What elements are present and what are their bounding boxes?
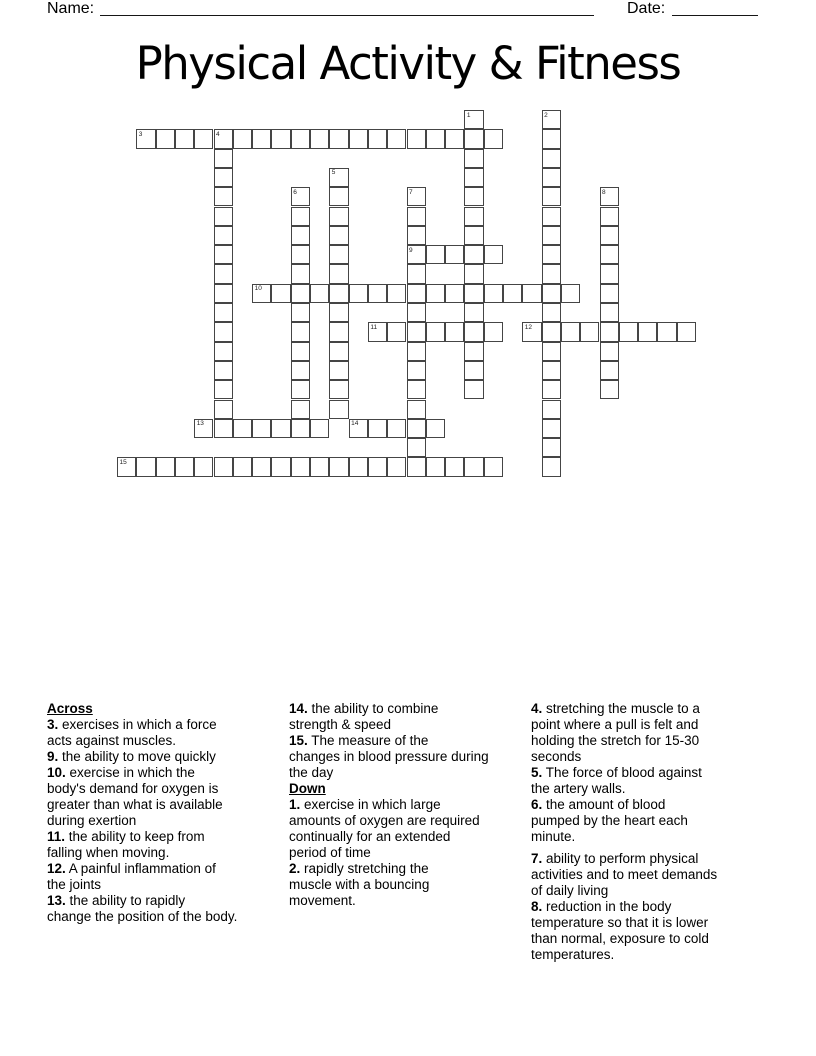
crossword-cell[interactable] <box>291 400 310 419</box>
cell-number: 7 <box>409 188 413 196</box>
clue-number: 6. <box>531 797 543 812</box>
crossword-cell[interactable] <box>291 419 310 438</box>
crossword-cell[interactable] <box>156 129 175 148</box>
crossword-cell[interactable] <box>407 226 426 245</box>
crossword-cell[interactable] <box>214 457 233 476</box>
crossword-cell[interactable] <box>445 245 464 264</box>
clue-text-line: the day <box>289 765 334 780</box>
name-label: Name: <box>47 0 95 17</box>
crossword-cell[interactable] <box>329 400 348 419</box>
cell-number: 4 <box>216 130 220 138</box>
crossword-cell[interactable] <box>542 149 561 168</box>
crossword-cell[interactable] <box>310 419 329 438</box>
crossword-cell[interactable] <box>464 264 483 283</box>
crossword-cell[interactable] <box>407 303 426 322</box>
clue-item-15: 15. The measure of the changes in blood pressure during the day <box>289 733 523 781</box>
crossword-cell[interactable] <box>214 380 233 399</box>
clue-text-line: continually for an extended <box>289 829 451 844</box>
clue-text-line: minute. <box>531 829 576 844</box>
crossword-cell[interactable] <box>329 284 348 303</box>
cell-number: 6 <box>293 188 297 196</box>
clue-item-9: 9. the ability to move quickly <box>47 749 216 764</box>
crossword-cell[interactable] <box>445 284 464 303</box>
crossword-cell[interactable] <box>329 457 348 476</box>
clue-text-line: temperature so that it is lower <box>531 915 709 930</box>
crossword-cell[interactable] <box>291 187 310 206</box>
crossword-cell[interactable] <box>464 303 483 322</box>
crossword-cell[interactable] <box>542 168 561 187</box>
cell-number: 13 <box>196 420 204 428</box>
crossword-cell[interactable] <box>542 438 561 457</box>
crossword-cell[interactable] <box>252 457 271 476</box>
clue-text-line: greater than what is available <box>47 797 223 812</box>
crossword-cell[interactable] <box>407 245 426 264</box>
crossword-cell[interactable] <box>484 322 503 341</box>
crossword-cell[interactable] <box>349 129 368 148</box>
crossword-cell[interactable] <box>542 187 561 206</box>
crossword-cell[interactable] <box>214 187 233 206</box>
crossword-cell[interactable] <box>600 187 619 206</box>
crossword-cell[interactable] <box>407 187 426 206</box>
crossword-cell[interactable] <box>464 342 483 361</box>
crossword-cell[interactable] <box>368 129 387 148</box>
crossword-cell[interactable] <box>542 226 561 245</box>
crossword-cell[interactable] <box>484 129 503 148</box>
clue-text-line: of daily living <box>531 883 609 898</box>
crossword-cell[interactable] <box>464 361 483 380</box>
crossword-cell[interactable] <box>349 419 368 438</box>
crossword-cell[interactable] <box>233 129 252 148</box>
crossword-cell[interactable] <box>233 419 252 438</box>
clue-number: 11. <box>47 829 66 844</box>
crossword-cell[interactable] <box>407 207 426 226</box>
crossword-cell[interactable] <box>214 361 233 380</box>
crossword-cell[interactable] <box>136 457 155 476</box>
clue-text-line: movement. <box>289 893 356 908</box>
clue-text-line: body's demand for oxygen is <box>47 781 219 796</box>
crossword-cell[interactable] <box>214 168 233 187</box>
crossword-cell[interactable] <box>194 419 213 438</box>
crossword-cell[interactable] <box>426 322 445 341</box>
crossword-cell[interactable] <box>368 457 387 476</box>
crossword-cell[interactable] <box>464 322 483 341</box>
crossword-cell[interactable] <box>329 303 348 322</box>
crossword-cell[interactable] <box>214 264 233 283</box>
crossword-cell[interactable] <box>291 207 310 226</box>
clue-number: 3. <box>47 717 59 732</box>
crossword-cell[interactable] <box>291 129 310 148</box>
crossword-cell[interactable] <box>580 322 599 341</box>
crossword-cell[interactable] <box>117 457 136 476</box>
crossword-cell[interactable] <box>233 457 252 476</box>
crossword-cell[interactable] <box>464 226 483 245</box>
cell-number: 1 <box>466 111 471 119</box>
clue-text-line: pumped by the heart each <box>531 813 688 828</box>
clue-text-line: acts against muscles. <box>47 733 177 748</box>
crossword-cell[interactable] <box>445 457 464 476</box>
crossword-cell[interactable] <box>310 129 329 148</box>
clue-item-7: 7. ability to perform physical activities and to meet demands of daily living <box>531 851 762 899</box>
crossword-cell[interactable] <box>484 284 503 303</box>
crossword-cell[interactable] <box>329 226 348 245</box>
date-label: Date: <box>627 0 666 17</box>
crossword-cell[interactable] <box>214 400 233 419</box>
crossword-cell[interactable] <box>542 342 561 361</box>
crossword-cell[interactable] <box>464 245 483 264</box>
crossword-cell[interactable] <box>464 207 483 226</box>
crossword-cell[interactable] <box>600 361 619 380</box>
crossword-cell[interactable] <box>387 284 406 303</box>
crossword-cell[interactable] <box>329 245 348 264</box>
crossword-cell[interactable] <box>194 457 213 476</box>
clue-column-2 <box>289 701 531 963</box>
crossword-cell[interactable] <box>542 380 561 399</box>
crossword-cell[interactable] <box>464 129 483 148</box>
crossword-cell[interactable] <box>349 457 368 476</box>
crossword-cell[interactable] <box>291 380 310 399</box>
clue-text-line: holding the stretch for 15-30 <box>531 733 700 748</box>
clue-item-8: 8. reduction in the body temperature so that it is lower than normal, exposure to cold temperatures. <box>531 899 762 963</box>
clue-text-line: temperatures. <box>531 947 615 962</box>
crossword-cell[interactable] <box>619 322 638 341</box>
crossword-cell[interactable] <box>407 342 426 361</box>
clue-number: 7. <box>531 851 543 866</box>
clue-text-line: point where a pull is felt and <box>531 717 699 732</box>
crossword-cell[interactable] <box>407 361 426 380</box>
clue-item-14: 14. the ability to combine strength & speed <box>289 701 523 733</box>
crossword-cell[interactable] <box>464 380 483 399</box>
cell-number: 3 <box>138 130 143 138</box>
crossword-cell[interactable] <box>600 342 619 361</box>
name-blank-line[interactable] <box>100 15 594 16</box>
crossword-cell[interactable] <box>214 149 233 168</box>
crossword-cell[interactable] <box>407 419 426 438</box>
clue-item-5: 5. The force of blood against the artery walls. <box>531 765 762 797</box>
crossword-cell[interactable] <box>464 168 483 187</box>
cell-number: 8 <box>602 188 606 196</box>
clue-item-3: 3. exercises in which a force acts against muscles. <box>47 717 281 749</box>
clue-text-line: the artery walls. <box>531 781 626 796</box>
crossword-cell[interactable] <box>387 419 406 438</box>
crossword-cell[interactable] <box>291 361 310 380</box>
crossword-cell[interactable] <box>522 284 541 303</box>
crossword-cell[interactable] <box>271 419 290 438</box>
cell-number: 11 <box>370 323 378 331</box>
crossword-cell[interactable] <box>214 322 233 341</box>
crossword-grid <box>117 110 697 477</box>
crossword-cell[interactable] <box>329 342 348 361</box>
clue-text-line: amounts of oxygen are required <box>289 813 480 828</box>
clue-number: 14. <box>289 701 308 716</box>
crossword-cell[interactable] <box>291 303 310 322</box>
crossword-cell[interactable] <box>291 264 310 283</box>
crossword-cell[interactable] <box>426 284 445 303</box>
crossword-cell[interactable] <box>600 264 619 283</box>
crossword-cell[interactable] <box>542 284 561 303</box>
clue-item-12: 12. A painful inflammation of the joints <box>47 861 281 893</box>
clue-number: 9. <box>47 749 59 764</box>
crossword-cell[interactable] <box>271 457 290 476</box>
crossword-cell[interactable] <box>445 129 464 148</box>
crossword-cell[interactable] <box>407 284 426 303</box>
crossword-cell[interactable] <box>175 129 194 148</box>
crossword-cell[interactable] <box>136 129 155 148</box>
crossword-cell[interactable] <box>214 207 233 226</box>
clue-number: 13. <box>47 893 66 908</box>
crossword-cell[interactable] <box>214 303 233 322</box>
crossword-cell[interactable] <box>561 322 580 341</box>
clue-text-line: muscle with a bouncing <box>289 877 430 892</box>
crossword-cell[interactable] <box>252 419 271 438</box>
crossword-cell[interactable] <box>407 264 426 283</box>
clue-number: 10. <box>47 765 66 780</box>
crossword-cell[interactable] <box>522 322 541 341</box>
clue-item-1: 1. exercise in which large amounts of oxygen are required continually for an extended period of time <box>289 797 523 861</box>
crossword-cell[interactable] <box>156 457 175 476</box>
crossword-cell[interactable] <box>600 322 619 341</box>
clue-text-line: activities and to meet demands <box>531 867 718 882</box>
cell-number: 5 <box>331 169 336 177</box>
crossword-cell[interactable] <box>542 129 561 148</box>
crossword-cell[interactable] <box>214 284 233 303</box>
crossword-cell[interactable] <box>368 322 387 341</box>
clue-column-1 <box>47 701 289 963</box>
crossword-cell[interactable] <box>561 284 580 303</box>
crossword-cell[interactable] <box>600 303 619 322</box>
clue-list <box>47 701 770 963</box>
crossword-cell[interactable] <box>445 322 464 341</box>
clue-number: 2. <box>289 861 301 876</box>
crossword-cell[interactable] <box>329 168 348 187</box>
clue-number: 1. <box>289 797 301 812</box>
crossword-cell[interactable] <box>677 322 696 341</box>
clue-item-4: 4. stretching the muscle to a point where a pull is felt and holding the stretch for 15-30 seconds <box>531 701 762 765</box>
cell-number: 10 <box>254 285 262 293</box>
clue-item-10: 10. exercise in which the body's demand for oxygen is greater than what is available during exertion <box>47 765 281 829</box>
crossword-cell[interactable] <box>542 400 561 419</box>
crossword-cell[interactable] <box>426 457 445 476</box>
crossword-cell[interactable] <box>291 245 310 264</box>
crossword-cell[interactable] <box>175 457 194 476</box>
worksheet-title: Physical Activity & Fitness <box>135 37 681 90</box>
crossword-cell[interactable] <box>214 419 233 438</box>
clue-text-line: strength & speed <box>289 717 392 732</box>
crossword-cell[interactable] <box>657 322 676 341</box>
crossword-cell[interactable] <box>407 129 426 148</box>
crossword-cell[interactable] <box>368 419 387 438</box>
crossword-cell[interactable] <box>407 438 426 457</box>
crossword-cell[interactable] <box>484 245 503 264</box>
cell-number: 12 <box>524 323 533 331</box>
crossword-cell[interactable] <box>252 284 271 303</box>
clue-item-11: 11. the ability to keep from falling when moving. <box>47 829 281 861</box>
crossword-cell[interactable] <box>426 245 445 264</box>
crossword-cell[interactable] <box>407 457 426 476</box>
crossword-cell[interactable] <box>271 284 290 303</box>
crossword-cell[interactable] <box>291 322 310 341</box>
clue-text-line: change the position of the body. <box>47 909 238 924</box>
crossword-cell[interactable] <box>329 129 348 148</box>
crossword-cell[interactable] <box>407 380 426 399</box>
crossword-cell[interactable] <box>464 187 483 206</box>
crossword-cell[interactable] <box>600 245 619 264</box>
crossword-cell[interactable] <box>600 207 619 226</box>
crossword-cell[interactable] <box>426 129 445 148</box>
crossword-cell[interactable] <box>407 322 426 341</box>
clue-item-13: 13. the ability to rapidly change the position of the body. <box>47 893 281 925</box>
crossword-cell[interactable] <box>329 187 348 206</box>
crossword-cell[interactable] <box>310 284 329 303</box>
crossword-cell[interactable] <box>387 322 406 341</box>
crossword-cell[interactable] <box>464 457 483 476</box>
crossword-cell[interactable] <box>291 226 310 245</box>
crossword-cell[interactable] <box>329 380 348 399</box>
clue-number: 15. <box>289 733 308 748</box>
clue-number: 12. <box>47 861 66 876</box>
crossword-cell[interactable] <box>464 110 483 129</box>
crossword-cell[interactable] <box>600 284 619 303</box>
crossword-cell[interactable] <box>387 129 406 148</box>
crossword-cell[interactable] <box>252 129 271 148</box>
clue-column-3 <box>531 701 770 963</box>
crossword-cell[interactable] <box>484 457 503 476</box>
crossword-cell[interactable] <box>542 457 561 476</box>
clue-number: 5. <box>531 765 543 780</box>
crossword-cell[interactable] <box>368 284 387 303</box>
across-header: Across <box>47 701 93 716</box>
crossword-cell[interactable] <box>407 400 426 419</box>
crossword-cell[interactable] <box>638 322 657 341</box>
crossword-cell[interactable] <box>600 380 619 399</box>
crossword-cell[interactable] <box>600 226 619 245</box>
clue-text-line: changes in blood pressure during <box>289 749 489 764</box>
crossword-cell[interactable] <box>214 129 233 148</box>
cell-number: 9 <box>409 246 413 254</box>
crossword-cell[interactable] <box>271 129 290 148</box>
crossword-cell[interactable] <box>542 361 561 380</box>
clue-number: 8. <box>531 899 543 914</box>
clue-number: 4. <box>531 701 543 716</box>
crossword-cell[interactable] <box>214 226 233 245</box>
crossword-cell[interactable] <box>329 264 348 283</box>
crossword-cell[interactable] <box>329 322 348 341</box>
crossword-cell[interactable] <box>329 207 348 226</box>
down-header: Down <box>289 781 326 796</box>
crossword-cell[interactable] <box>464 284 483 303</box>
crossword-cell[interactable] <box>291 342 310 361</box>
crossword-cell[interactable] <box>291 284 310 303</box>
crossword-cell[interactable] <box>329 361 348 380</box>
crossword-cell[interactable] <box>542 419 561 438</box>
crossword-cell[interactable] <box>310 457 329 476</box>
crossword-cell[interactable] <box>542 207 561 226</box>
crossword-cell[interactable] <box>503 284 522 303</box>
crossword-cell[interactable] <box>194 129 213 148</box>
clue-text-line: the joints <box>47 877 102 892</box>
crossword-cell[interactable] <box>426 419 445 438</box>
cell-number: 2 <box>544 111 548 119</box>
clue-text-line: falling when moving. <box>47 845 170 860</box>
crossword-cell[interactable] <box>542 264 561 283</box>
crossword-cell[interactable] <box>542 110 561 129</box>
crossword-cell[interactable] <box>387 457 406 476</box>
crossword-cell[interactable] <box>542 322 561 341</box>
crossword-cell[interactable] <box>214 342 233 361</box>
crossword-cell[interactable] <box>542 303 561 322</box>
crossword-cell[interactable] <box>214 245 233 264</box>
cell-number: 14 <box>351 420 359 428</box>
clue-item-2: 2. rapidly stretching the muscle with a bouncing movement. <box>289 861 523 909</box>
clue-text-line: during exertion <box>47 813 137 828</box>
crossword-cell[interactable] <box>464 149 483 168</box>
clue-text-line: period of time <box>289 845 371 860</box>
clue-text-line: seconds <box>531 749 582 764</box>
crossword-cell[interactable] <box>349 284 368 303</box>
date-blank-line[interactable] <box>672 15 758 16</box>
crossword-cell[interactable] <box>542 245 561 264</box>
clue-text-line: than normal, exposure to cold <box>531 931 709 946</box>
clue-item-6: 6. the amount of blood pumped by the heart each minute. <box>531 797 762 845</box>
crossword-cell[interactable] <box>291 457 310 476</box>
cell-number: 15 <box>119 458 127 466</box>
